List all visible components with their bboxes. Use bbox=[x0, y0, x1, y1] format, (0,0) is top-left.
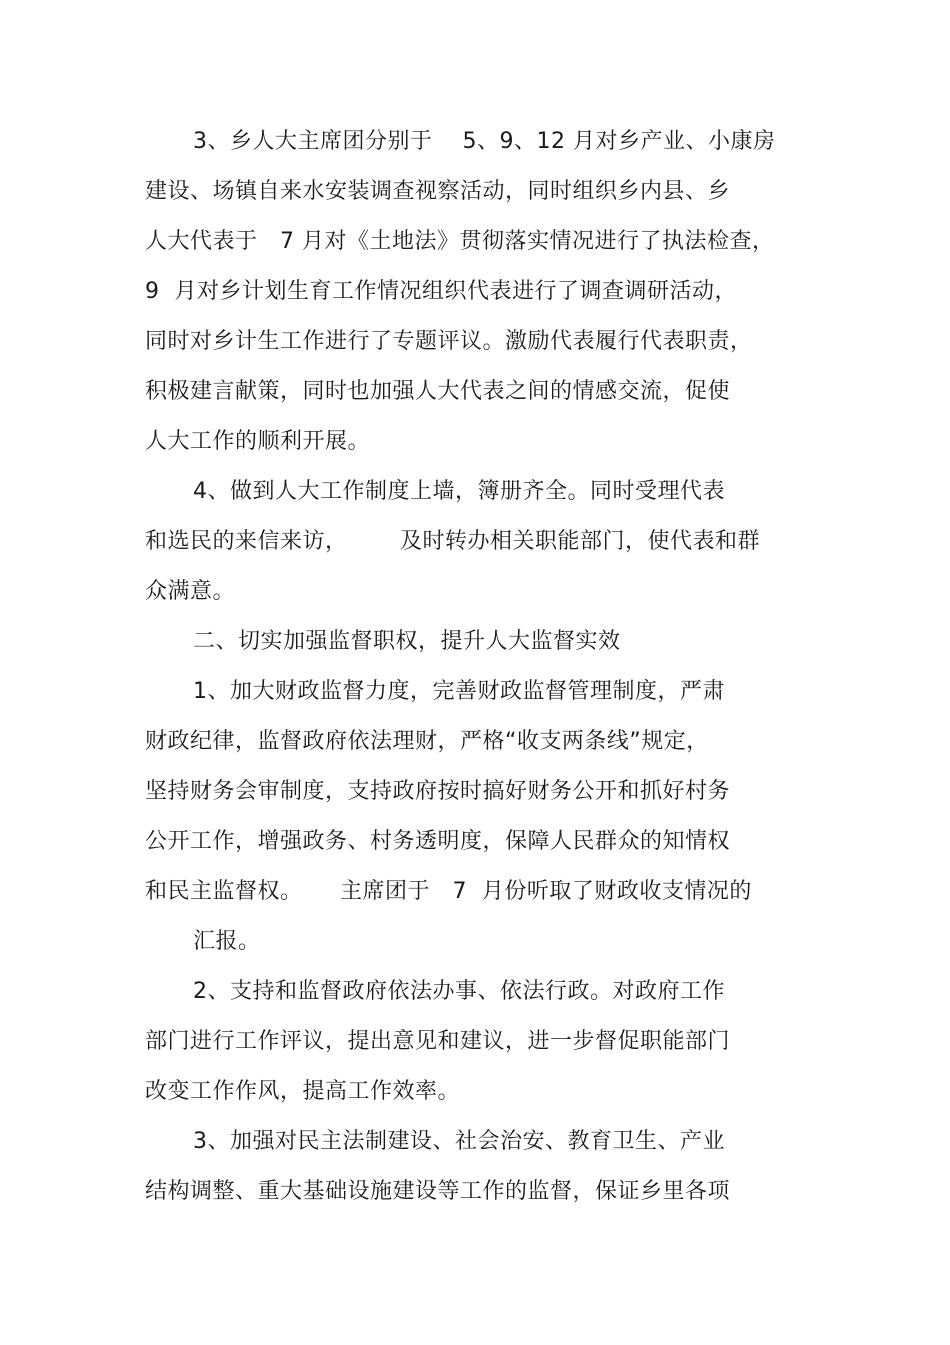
paragraph-line: 1、加大财政监督力度，完善财政监督管理制度，严肃 bbox=[193, 679, 725, 704]
paragraph-line: 9 月对乡计划生育工作情况组织代表进行了调查调研活动， bbox=[145, 279, 737, 304]
paragraph-line: 人大代表于 7 月对《土地法》贯彻落实情况进行了执法检查， bbox=[145, 229, 775, 254]
paragraph-line: 财政纪律，监督政府依法理财，严格“收支两条线”规定， bbox=[145, 729, 709, 754]
paragraph-line: 同时对乡计生工作进行了专题评议。激励代表履行代表职责， bbox=[145, 329, 753, 354]
paragraph-line: 3、乡人大主席团分别于 5、9、12 月对乡产业、小康房 bbox=[193, 129, 776, 154]
paragraph-line: 和民主监督权。 主席团于 7 月份听取了财政收支情况的 bbox=[145, 879, 752, 904]
paragraph-line: 2、支持和监督政府依法办事、依法行政。对政府工作 bbox=[193, 979, 725, 1004]
paragraph-line: 众满意。 bbox=[145, 579, 236, 604]
paragraph-line: 汇报。 bbox=[193, 929, 261, 954]
paragraph-line: 改变工作作风，提高工作效率。 bbox=[145, 1079, 461, 1104]
section-heading: 二、切实加强监督职权，提升人大监督实效 bbox=[193, 629, 621, 654]
paragraph-line: 部门进行工作评议，提出意见和建议，进一步督促职能部门 bbox=[145, 1029, 731, 1054]
paragraph-line: 和选民的来信来访， 及时转办相关职能部门，使代表和群 bbox=[145, 529, 760, 554]
paragraph-line: 结构调整、重大基础设施建设等工作的监督，保证乡里各项 bbox=[145, 1179, 731, 1204]
paragraph-line: 3、加强对民主法制建设、社会治安、教育卫生、产业 bbox=[193, 1129, 725, 1154]
paragraph-line: 建设、场镇自来水安装调查视察活动，同时组织乡内县、乡 bbox=[145, 179, 731, 204]
paragraph-line: 人大工作的顺利开展。 bbox=[145, 429, 371, 454]
paragraph-line: 公开工作，增强政务、村务透明度，保障人民群众的知情权 bbox=[145, 829, 731, 854]
paragraph-line: 积极建言献策，同时也加强人大代表之间的情感交流，促使 bbox=[145, 379, 731, 404]
paragraph-line: 坚持财务会审制度，支持政府按时搞好财务公开和抓好村务 bbox=[145, 779, 731, 804]
paragraph-line: 4、做到人大工作制度上墙，簿册齐全。同时受理代表 bbox=[193, 479, 725, 504]
